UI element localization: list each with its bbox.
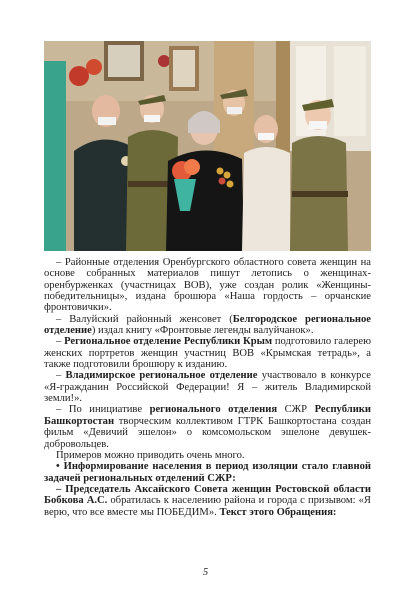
text-run: СЖР	[277, 404, 315, 416]
bold-run: • Информирование населения в период изоляции стало главной задачей региональных отделений СЖР:	[44, 461, 371, 484]
bold-run: Белгородское региональное отделение	[44, 313, 372, 337]
page-number: 5	[202, 567, 209, 578]
text-run: Примеров можно приводить очень много.	[56, 449, 245, 461]
paragraph	[44, 336, 371, 370]
text-run: подготовило галерею женских портретов женщин участниц ВОВ «Крымская тетрадь», а также подготовили брошюру к изданию.	[44, 336, 372, 371]
paragraph	[44, 484, 371, 518]
bold-run: Текст этого Обращения:	[219, 506, 337, 518]
text-run: участвовало в конкурсе «Я-гражданин Российской Федерации! Я – житель Владимирской земли!».	[44, 370, 371, 405]
paragraph	[44, 314, 371, 337]
paragraph	[44, 370, 371, 404]
text-run: обратилась к населению района и города с призывом: «Я верю, что все вместе мы ПОБЕДИМ».	[44, 495, 371, 518]
text-run: – Валуйский районный женсовет (	[56, 313, 233, 325]
bold-run: – Председатель Аксайского Совета женщин Ростовской области Бобкова А.С.	[44, 483, 371, 507]
paragraph	[44, 257, 371, 314]
text-run: – Районные отделения Оренбургского областного совета женщин на основе собранных материалов пишут летопись о женщинах-оренбурженках (участницах ВОВ), уже создан ролик «Женщины-победительницы», издана брошюра «Наша гордость – орчанские фронтовички».	[44, 257, 371, 314]
bold-run: регионального отделения	[149, 404, 278, 416]
paragraph	[44, 461, 371, 484]
paragraph	[44, 450, 371, 461]
bold-run: Региональное отделение Республики Крым	[64, 336, 273, 348]
body-text	[44, 257, 371, 518]
text-run: творческим коллективом ГТРК Башкортостана создан фильм «Девичий эшелон» о комсомольском эшелоне девушек-добровольцев.	[44, 415, 371, 450]
bold-run: Владимирское региональное отделение	[65, 370, 258, 382]
paragraph	[44, 404, 371, 449]
text-run: – По инициативе	[56, 404, 150, 416]
group-photo	[44, 41, 371, 251]
text-run: –	[56, 370, 66, 382]
bold-run: Республики Башкортостан	[44, 404, 372, 427]
text-run: –	[56, 336, 65, 348]
text-run: ) издал книгу «Фронтовые легенды валуйчанок».	[91, 325, 314, 337]
